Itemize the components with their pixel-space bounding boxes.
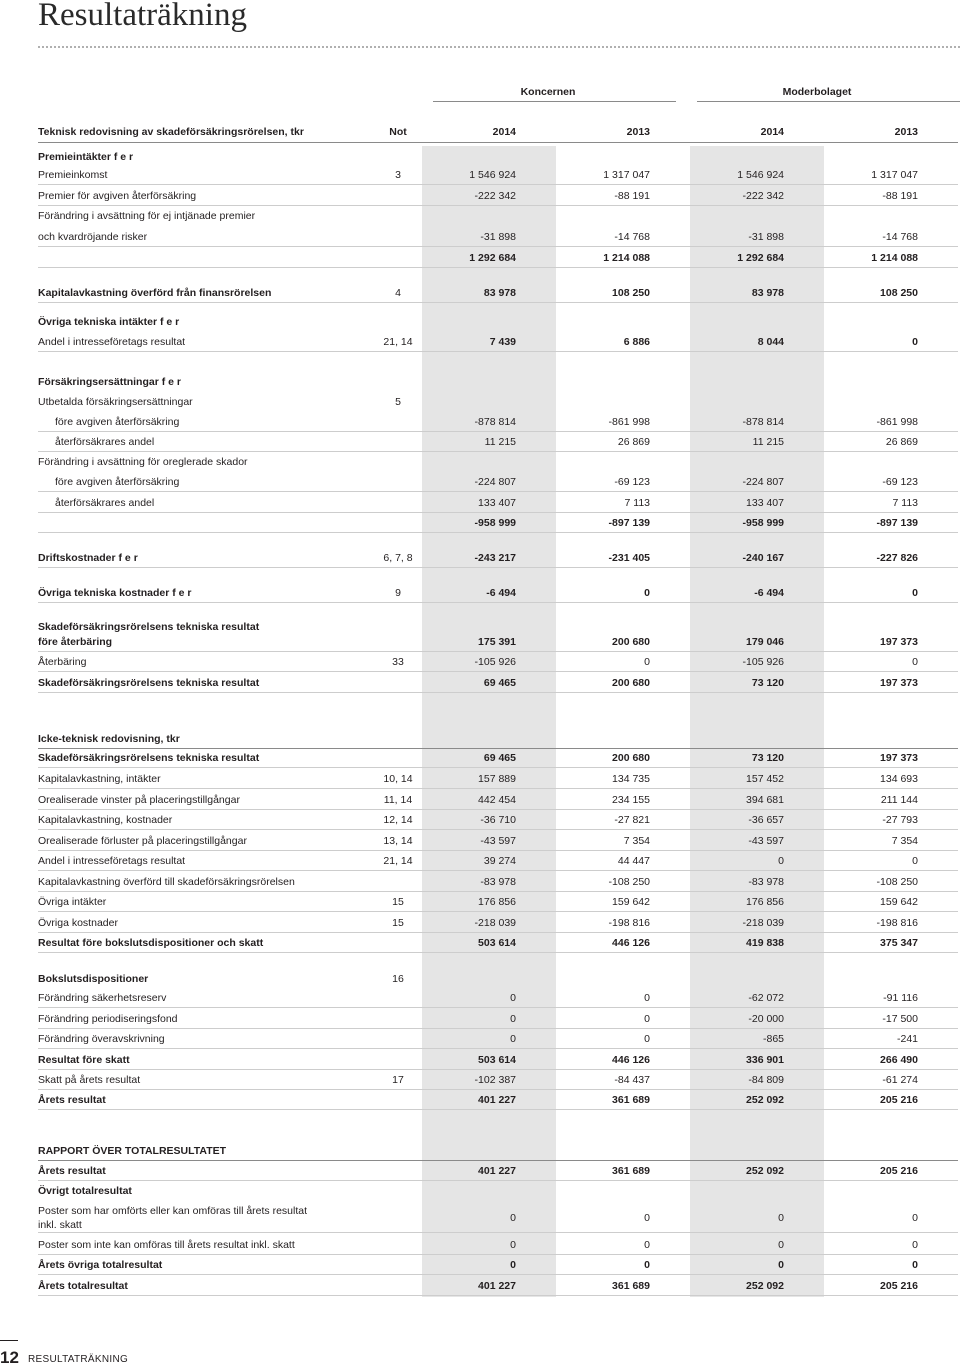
row-label: Övriga tekniska intäkter f e r bbox=[38, 316, 180, 328]
amount-koncernen-2013: 0 bbox=[644, 1013, 650, 1025]
row-label: Kapitalavkastning överförd till skadeförsäkringsrörelsen bbox=[38, 876, 295, 888]
amount-moderbolaget-2013: 7 354 bbox=[891, 835, 918, 847]
amount-koncernen-2013: 446 126 bbox=[612, 1054, 650, 1066]
table-row bbox=[0, 913, 960, 933]
row-label: Förändring överavskrivning bbox=[38, 1033, 165, 1045]
amount-moderbolaget-2014: 252 092 bbox=[746, 1280, 784, 1292]
amount-koncernen-2014: -878 814 bbox=[474, 416, 516, 428]
row-note: 4 bbox=[395, 287, 401, 299]
amount-koncernen-2014: -36 710 bbox=[480, 814, 516, 826]
row-note: 17 bbox=[392, 1074, 404, 1086]
page-title: Resultaträkning bbox=[38, 0, 247, 33]
amount-moderbolaget-2013: 0 bbox=[912, 336, 918, 348]
amount-moderbolaget-2014: 394 681 bbox=[746, 794, 784, 806]
amount-koncernen-2014: -43 597 bbox=[480, 835, 516, 847]
amount-koncernen-2013: 108 250 bbox=[612, 287, 650, 299]
table-row bbox=[0, 1255, 960, 1275]
row-label: återförsäkrares andel bbox=[55, 436, 155, 448]
row-label-line: Poster som har omförts eller kan omföras till årets resultat bbox=[38, 1205, 308, 1217]
amount-koncernen-2014: 0 bbox=[510, 992, 516, 1004]
table-row bbox=[0, 392, 960, 412]
row-label: Årets resultat bbox=[38, 1165, 106, 1177]
amount-moderbolaget-2014: 0 bbox=[778, 1212, 784, 1224]
amount-moderbolaget-2014: -36 657 bbox=[748, 814, 784, 826]
section-heading bbox=[0, 372, 960, 392]
amount-moderbolaget-2014: 8 044 bbox=[757, 336, 784, 348]
amount-koncernen-2014: -6 494 bbox=[486, 587, 516, 599]
amount-koncernen-2013: -198 816 bbox=[608, 917, 650, 929]
row-label: Återbäring bbox=[38, 656, 87, 668]
table-row bbox=[0, 1050, 960, 1070]
amount-koncernen-2014: 0 bbox=[510, 1239, 516, 1251]
amount-koncernen-2014: 0 bbox=[510, 1212, 516, 1224]
row-note: 21, 14 bbox=[383, 336, 413, 348]
amount-moderbolaget-2013: 197 373 bbox=[880, 636, 918, 648]
row-note: 15 bbox=[392, 896, 404, 908]
amount-moderbolaget-2013: -227 826 bbox=[876, 552, 918, 564]
amount-koncernen-2014: -102 387 bbox=[474, 1074, 516, 1086]
amount-koncernen-2013: 234 155 bbox=[612, 794, 650, 806]
amount-moderbolaget-2013: 211 144 bbox=[880, 794, 918, 806]
year-column-header: 2014 bbox=[760, 126, 784, 138]
amount-moderbolaget-2014: 83 978 bbox=[751, 287, 784, 299]
title-divider bbox=[38, 46, 960, 48]
table-row bbox=[0, 673, 960, 693]
amount-koncernen-2014: -222 342 bbox=[474, 190, 516, 202]
amount-koncernen-2014: 83 978 bbox=[483, 287, 516, 299]
amount-koncernen-2013: 0 bbox=[644, 656, 650, 668]
amount-moderbolaget-2013: 7 113 bbox=[892, 497, 918, 509]
section-heading bbox=[0, 312, 960, 332]
table-row bbox=[0, 652, 960, 672]
table-row bbox=[0, 548, 960, 568]
amount-koncernen-2014: 442 454 bbox=[478, 794, 516, 806]
amount-koncernen-2013: -84 437 bbox=[614, 1074, 650, 1086]
row-note: 12, 14 bbox=[383, 814, 413, 826]
amount-koncernen-2014: 503 614 bbox=[478, 1054, 516, 1066]
amount-moderbolaget-2013: -241 bbox=[896, 1033, 918, 1045]
row-note: 5 bbox=[395, 396, 401, 408]
amount-moderbolaget-2014: -222 342 bbox=[742, 190, 784, 202]
row-note: 11, 14 bbox=[383, 794, 413, 806]
amount-koncernen-2013: 0 bbox=[644, 1239, 650, 1251]
table-row bbox=[0, 186, 960, 206]
amount-moderbolaget-2014: -62 072 bbox=[748, 992, 784, 1004]
row-label: Skadeförsäkringsrörelsens tekniska resultat bbox=[38, 677, 260, 689]
amount-moderbolaget-2014: -878 814 bbox=[742, 416, 784, 428]
amount-koncernen-2014: 1 292 684 bbox=[469, 252, 516, 264]
amount-koncernen-2013: -69 123 bbox=[614, 476, 650, 488]
amount-koncernen-2013: -27 821 bbox=[614, 814, 650, 826]
row-note: 3 bbox=[395, 169, 401, 181]
amount-koncernen-2014: 175 391 bbox=[478, 636, 516, 648]
table-row bbox=[0, 790, 960, 810]
row-note: 21, 14 bbox=[383, 855, 413, 867]
amount-moderbolaget-2013: -14 768 bbox=[882, 231, 918, 243]
row-label: Poster som inte kan omföras till årets resultat inkl. skatt bbox=[38, 1239, 295, 1251]
amount-koncernen-2013: 361 689 bbox=[612, 1094, 650, 1106]
amount-koncernen-2013: 361 689 bbox=[612, 1280, 650, 1292]
amount-koncernen-2013: 0 bbox=[644, 992, 650, 1004]
amount-moderbolaget-2014: -31 898 bbox=[748, 231, 784, 243]
amount-koncernen-2014: 1 546 924 bbox=[469, 169, 516, 181]
amount-koncernen-2013: 0 bbox=[644, 1212, 650, 1224]
amount-koncernen-2013: 44 447 bbox=[617, 855, 650, 867]
amount-koncernen-2013: 7 113 bbox=[624, 497, 650, 509]
amount-moderbolaget-2014: 252 092 bbox=[746, 1094, 784, 1106]
amount-koncernen-2014: -83 978 bbox=[480, 876, 516, 888]
row-label: Resultat före skatt bbox=[38, 1054, 130, 1066]
table-row bbox=[0, 769, 960, 789]
row-label: återförsäkrares andel bbox=[55, 497, 155, 509]
note-column-header: Not bbox=[389, 126, 407, 138]
row-label: Förändring i avsättning för oreglerade skador bbox=[38, 456, 248, 468]
amount-koncernen-2013: -88 191 bbox=[614, 190, 650, 202]
amount-moderbolaget-2014: -83 978 bbox=[748, 876, 784, 888]
row-label: Kapitalavkastning, intäkter bbox=[38, 773, 161, 785]
amount-moderbolaget-2013: 205 216 bbox=[880, 1165, 918, 1177]
amount-moderbolaget-2014: -6 494 bbox=[754, 587, 784, 599]
table-row bbox=[0, 1029, 960, 1049]
amount-moderbolaget-2014: 419 838 bbox=[746, 937, 784, 949]
amount-moderbolaget-2013: 1 214 088 bbox=[871, 252, 918, 264]
amount-koncernen-2013: 1 317 047 bbox=[603, 169, 650, 181]
row-label: Kapitalavkastning, kostnader bbox=[38, 814, 173, 826]
row-label: Årets övriga totalresultat bbox=[38, 1259, 163, 1271]
amount-koncernen-2014: 7 439 bbox=[489, 336, 516, 348]
amount-moderbolaget-2013: 375 347 bbox=[880, 937, 918, 949]
row-label: Förändring periodiseringsfond bbox=[38, 1013, 178, 1025]
footer-section-label: RESULTATRÄKNING bbox=[28, 1354, 129, 1365]
group-divider-koncernen bbox=[433, 101, 676, 102]
amount-moderbolaget-2014: -218 039 bbox=[742, 917, 784, 929]
section-heading bbox=[0, 969, 960, 989]
row-label-line: inkl. skatt bbox=[38, 1219, 82, 1231]
table-row bbox=[0, 851, 960, 871]
table-row bbox=[0, 513, 960, 533]
amount-koncernen-2014: -224 807 bbox=[474, 476, 516, 488]
table-row bbox=[0, 432, 960, 452]
amount-moderbolaget-2013: -69 123 bbox=[882, 476, 918, 488]
amount-koncernen-2013: 361 689 bbox=[612, 1165, 650, 1177]
amount-moderbolaget-2013: 205 216 bbox=[880, 1094, 918, 1106]
table-row bbox=[0, 632, 960, 652]
row-label: Skatt på årets resultat bbox=[38, 1074, 141, 1086]
row-note: 16 bbox=[392, 973, 404, 985]
amount-moderbolaget-2014: 1 546 924 bbox=[737, 169, 784, 181]
row-label: Årets totalresultat bbox=[38, 1280, 128, 1292]
amount-koncernen-2014: 401 227 bbox=[478, 1165, 516, 1177]
amount-moderbolaget-2013: -108 250 bbox=[876, 876, 918, 888]
amount-moderbolaget-2013: 0 bbox=[912, 1259, 918, 1271]
amount-koncernen-2014: 176 856 bbox=[478, 896, 516, 908]
row-label: Andel i intresseföretags resultat bbox=[38, 336, 186, 348]
table-row bbox=[0, 283, 960, 303]
amount-moderbolaget-2013: 26 869 bbox=[885, 436, 918, 448]
year-column-header: 2013 bbox=[894, 126, 918, 138]
amount-moderbolaget-2013: 205 216 bbox=[880, 1280, 918, 1292]
amount-moderbolaget-2014: -865 bbox=[762, 1033, 784, 1045]
row-label: Premieinkomst bbox=[38, 169, 108, 181]
amount-koncernen-2013: 446 126 bbox=[612, 937, 650, 949]
amount-koncernen-2013: -231 405 bbox=[608, 552, 650, 564]
amount-koncernen-2014: 157 889 bbox=[478, 773, 516, 785]
amount-moderbolaget-2013: 134 693 bbox=[880, 773, 918, 785]
amount-koncernen-2013: 0 bbox=[644, 1033, 650, 1045]
row-note: 9 bbox=[395, 587, 401, 599]
table-row bbox=[0, 988, 960, 1008]
table-row bbox=[0, 1161, 960, 1181]
amount-koncernen-2014: 0 bbox=[510, 1013, 516, 1025]
group-label-moderbolaget: Moderbolaget bbox=[782, 86, 852, 98]
amount-koncernen-2013: 200 680 bbox=[612, 636, 650, 648]
amount-moderbolaget-2013: 0 bbox=[912, 1239, 918, 1251]
amount-moderbolaget-2014: -240 167 bbox=[742, 552, 784, 564]
table-row bbox=[0, 472, 960, 492]
amount-koncernen-2013: -861 998 bbox=[608, 416, 650, 428]
table-row bbox=[0, 1090, 960, 1110]
amount-koncernen-2014: -243 217 bbox=[474, 552, 516, 564]
row-note: 33 bbox=[392, 656, 404, 668]
amount-moderbolaget-2013: -61 274 bbox=[882, 1074, 918, 1086]
amount-koncernen-2013: 7 354 bbox=[623, 835, 650, 847]
table-row bbox=[0, 583, 960, 603]
row-label: Utbetalda försäkringsersättningar bbox=[38, 396, 193, 408]
amount-moderbolaget-2013: 0 bbox=[912, 656, 918, 668]
row-label bbox=[38, 1204, 307, 1232]
row-label: Orealiserade vinster på placeringstillgångar bbox=[38, 794, 240, 806]
row-note: 6, 7, 8 bbox=[383, 552, 413, 564]
amount-koncernen-2014: -958 999 bbox=[474, 517, 516, 529]
amount-koncernen-2014: 11 215 bbox=[484, 436, 516, 448]
row-label: Premier för avgiven återförsäkring bbox=[38, 190, 197, 202]
table-row bbox=[0, 810, 960, 830]
amount-koncernen-2014: 401 227 bbox=[478, 1094, 516, 1106]
amount-moderbolaget-2013: 0 bbox=[912, 587, 918, 599]
amount-moderbolaget-2014: -105 926 bbox=[742, 656, 784, 668]
table-row bbox=[0, 332, 960, 352]
row-label: RAPPORT ÖVER TOTALRESULTATET bbox=[38, 1145, 227, 1157]
amount-moderbolaget-2014: 73 120 bbox=[751, 752, 784, 764]
table-row bbox=[0, 933, 960, 953]
amount-koncernen-2013: 6 886 bbox=[623, 336, 650, 348]
row-label: Orealiserade förluster på placeringstillgångar bbox=[38, 835, 247, 847]
amount-koncernen-2013: -14 768 bbox=[614, 231, 650, 243]
amount-koncernen-2013: 159 642 bbox=[612, 896, 650, 908]
amount-koncernen-2014: 39 274 bbox=[483, 855, 516, 867]
amount-moderbolaget-2014: -958 999 bbox=[742, 517, 784, 529]
table-row bbox=[0, 831, 960, 851]
row-label: Övrigt totalresultat bbox=[38, 1185, 132, 1197]
amount-moderbolaget-2014: 73 120 bbox=[751, 677, 784, 689]
amount-moderbolaget-2013: 1 317 047 bbox=[871, 169, 918, 181]
row-label: Förändring säkerhetsreserv bbox=[38, 992, 167, 1004]
row-label: Kapitalavkastning överförd från finansrörelsen bbox=[38, 287, 272, 299]
amount-koncernen-2013: 1 214 088 bbox=[603, 252, 650, 264]
amount-moderbolaget-2013: -91 116 bbox=[883, 992, 918, 1004]
amount-moderbolaget-2014: 133 407 bbox=[746, 497, 784, 509]
table-row bbox=[0, 206, 960, 226]
amount-koncernen-2013: -897 139 bbox=[608, 517, 650, 529]
amount-moderbolaget-2013: -88 191 bbox=[882, 190, 918, 202]
amount-koncernen-2013: 0 bbox=[644, 587, 650, 599]
row-note: 13, 14 bbox=[383, 835, 413, 847]
year-column-header: 2013 bbox=[626, 126, 650, 138]
table-row bbox=[0, 892, 960, 912]
row-label: Försäkringsersättningar f e r bbox=[38, 376, 181, 388]
section-heading bbox=[0, 729, 960, 749]
section-heading bbox=[0, 147, 960, 167]
amount-koncernen-2014: -105 926 bbox=[474, 656, 516, 668]
amount-moderbolaget-2014: 336 901 bbox=[746, 1054, 784, 1066]
row-label: Resultat före bokslutsdispositioner och skatt bbox=[38, 937, 264, 949]
amount-koncernen-2013: 200 680 bbox=[612, 752, 650, 764]
section-heading bbox=[0, 1181, 960, 1201]
row-note: 15 bbox=[392, 917, 404, 929]
row-label: Övriga intäkter bbox=[38, 896, 107, 908]
amount-koncernen-2013: 26 869 bbox=[617, 436, 650, 448]
column-header-row bbox=[0, 122, 960, 143]
row-label: Övriga tekniska kostnader f e r bbox=[38, 587, 192, 599]
amount-koncernen-2014: -218 039 bbox=[474, 917, 516, 929]
amount-moderbolaget-2014: 252 092 bbox=[746, 1165, 784, 1177]
row-label: Förändring i avsättning för ej intjänade premier bbox=[38, 210, 256, 222]
table-row bbox=[0, 165, 960, 185]
table-row bbox=[0, 248, 960, 268]
row-label: Skadeförsäkringsrörelsens tekniska resultat bbox=[38, 621, 260, 633]
amount-koncernen-2014: 133 407 bbox=[478, 497, 516, 509]
amount-koncernen-2013: 134 735 bbox=[612, 773, 650, 785]
amount-moderbolaget-2014: 0 bbox=[778, 1239, 784, 1251]
row-label: och kvardröjande risker bbox=[38, 231, 148, 243]
section-heading bbox=[0, 1141, 960, 1161]
row-label: Andel i intresseföretags resultat bbox=[38, 855, 186, 867]
table-row bbox=[0, 1070, 960, 1090]
table-row bbox=[0, 412, 960, 432]
table-row bbox=[0, 452, 960, 472]
table-row bbox=[0, 748, 960, 768]
amount-moderbolaget-2014: -43 597 bbox=[748, 835, 784, 847]
group-label-koncernen: Koncernen bbox=[520, 86, 576, 98]
amount-koncernen-2014: 69 465 bbox=[483, 752, 516, 764]
year-column-header: 2014 bbox=[492, 126, 516, 138]
amount-koncernen-2014: -31 898 bbox=[480, 231, 516, 243]
table-row bbox=[0, 1009, 960, 1029]
table-caption: Teknisk redovisning av skadeförsäkringsrörelsen, tkr bbox=[38, 126, 304, 138]
amount-moderbolaget-2013: -17 500 bbox=[882, 1013, 918, 1025]
row-label: före avgiven återförsäkring bbox=[55, 416, 180, 428]
row-note: 10, 14 bbox=[383, 773, 413, 785]
row-label: Driftskostnader f e r bbox=[38, 552, 138, 564]
amount-moderbolaget-2013: -27 793 bbox=[882, 814, 918, 826]
amount-moderbolaget-2014: 1 292 684 bbox=[737, 252, 784, 264]
amount-moderbolaget-2014: 176 856 bbox=[746, 896, 784, 908]
amount-moderbolaget-2013: 159 642 bbox=[880, 896, 918, 908]
amount-moderbolaget-2014: 179 046 bbox=[746, 636, 784, 648]
table-row bbox=[0, 1235, 960, 1255]
amount-koncernen-2013: 200 680 bbox=[612, 677, 650, 689]
table-row bbox=[0, 227, 960, 247]
page-number: 12 bbox=[0, 1348, 19, 1367]
row-label: Årets resultat bbox=[38, 1094, 106, 1106]
amount-moderbolaget-2013: 197 373 bbox=[880, 677, 918, 689]
amount-moderbolaget-2013: -198 816 bbox=[876, 917, 918, 929]
group-divider-moderbolaget bbox=[697, 101, 960, 102]
amount-moderbolaget-2013: 197 373 bbox=[880, 752, 918, 764]
amount-moderbolaget-2013: 0 bbox=[912, 855, 918, 867]
row-label: före avgiven återförsäkring bbox=[55, 476, 180, 488]
amount-koncernen-2013: -108 250 bbox=[608, 876, 650, 888]
footer-divider bbox=[0, 1340, 18, 1341]
amount-koncernen-2014: 69 465 bbox=[483, 677, 516, 689]
amount-moderbolaget-2013: 108 250 bbox=[880, 287, 918, 299]
row-label: Skadeförsäkringsrörelsens tekniska resultat bbox=[38, 752, 260, 764]
amount-moderbolaget-2014: -84 809 bbox=[748, 1074, 784, 1086]
amount-moderbolaget-2013: -861 998 bbox=[876, 416, 918, 428]
table-row bbox=[0, 1276, 960, 1296]
amount-koncernen-2014: 503 614 bbox=[478, 937, 516, 949]
table-row bbox=[0, 493, 960, 513]
row-label: Övriga kostnader bbox=[38, 917, 118, 929]
amount-moderbolaget-2014: 0 bbox=[778, 855, 784, 867]
amount-koncernen-2014: 0 bbox=[510, 1259, 516, 1271]
amount-koncernen-2014: 0 bbox=[510, 1033, 516, 1045]
row-label: Icke-teknisk redovisning, tkr bbox=[38, 733, 180, 745]
amount-koncernen-2013: 0 bbox=[644, 1259, 650, 1271]
table-row bbox=[0, 1203, 960, 1233]
amount-moderbolaget-2014: -224 807 bbox=[742, 476, 784, 488]
amount-moderbolaget-2013: 0 bbox=[912, 1212, 918, 1224]
amount-moderbolaget-2014: 157 452 bbox=[746, 773, 784, 785]
row-label: Premieintäkter f e r bbox=[38, 151, 134, 163]
amount-moderbolaget-2014: 0 bbox=[778, 1259, 784, 1271]
amount-moderbolaget-2014: -20 000 bbox=[748, 1013, 784, 1025]
table-row bbox=[0, 872, 960, 892]
amount-moderbolaget-2014: 11 215 bbox=[752, 436, 784, 448]
amount-moderbolaget-2013: -897 139 bbox=[876, 517, 918, 529]
row-label: Bokslutsdispositioner bbox=[38, 973, 149, 985]
amount-koncernen-2014: 401 227 bbox=[478, 1280, 516, 1292]
row-label: före återbäring bbox=[38, 636, 113, 648]
amount-moderbolaget-2013: 266 490 bbox=[880, 1054, 918, 1066]
